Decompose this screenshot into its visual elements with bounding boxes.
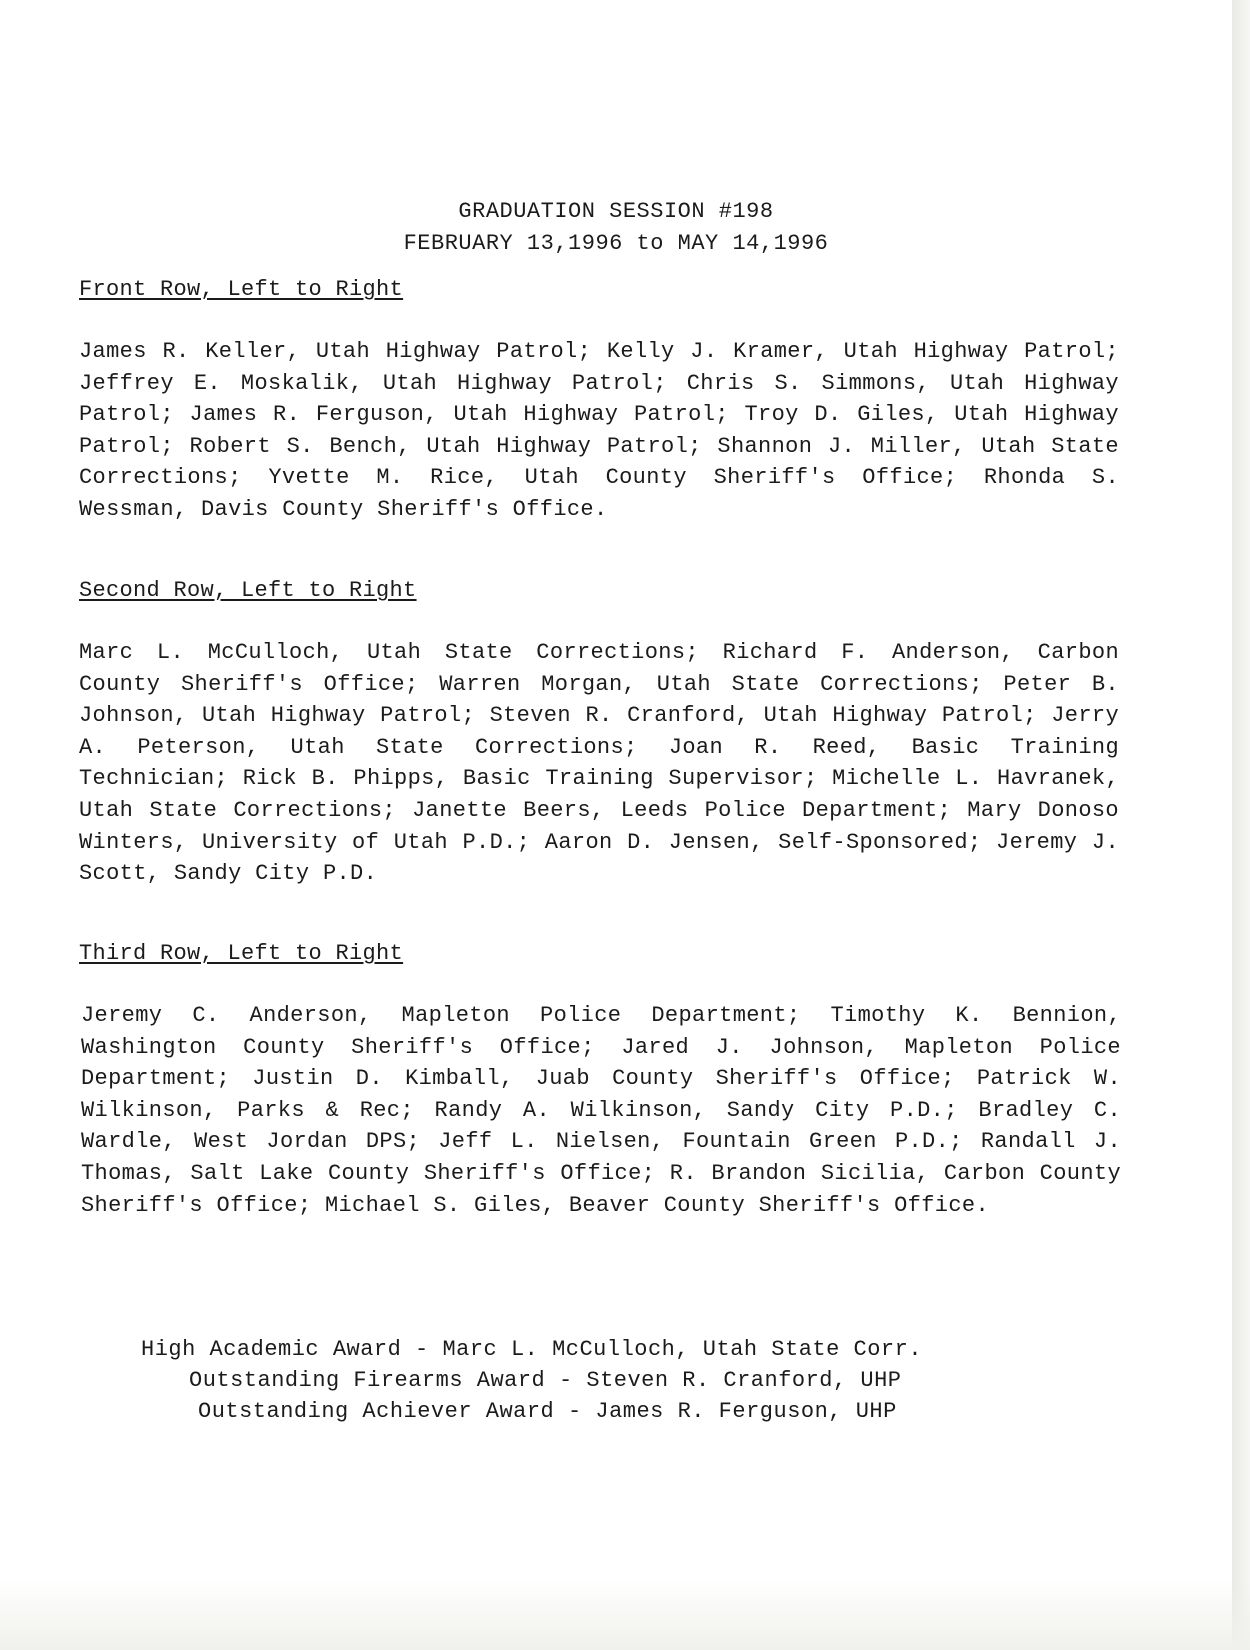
session-dates: FEBRUARY 13,1996 to MAY 14,1996: [403, 231, 829, 256]
high-academic-award: High Academic Award - Marc L. McCulloch, Utah State Corr.: [141, 1337, 923, 1362]
awards-list: [0, 1334, 1232, 1427]
front-row-names: James R. Keller, Utah Highway Patrol; Kelly J. Kramer, Utah Highway Patrol; Jeffrey E. Moskalik, Utah Highway Patrol; Chris S. Simmons, Utah Highway Patrol; James R. Ferguson, Utah Highway Patrol; Troy D. Giles, Utah Highway Patrol; Robert S. Bench, Utah Highway Patrol; Shannon J. Miller, Utah State Corrections; Yvette M. Rice, Utah County Sheriff's Office; Rhonda S. Wessman, Davis County Sheriff's Office.: [79, 339, 1119, 522]
second-row-heading: Second Row, Left to Right: [79, 578, 417, 603]
third-row-heading: Third Row, Left to Right: [79, 941, 404, 966]
outstanding-achiever-award: Outstanding Achiever Award - James R. Ferguson, UHP: [198, 1399, 897, 1424]
second-row-names: Marc L. McCulloch, Utah State Corrections; Richard F. Anderson, Carbon County Sheriff's Office; Warren Morgan, Utah State Corrections; Peter B. Johnson, Utah Highway Patrol; Steven R. Cranford, Utah Highway Patrol; Jerry A. Peterson, Utah State Corrections; Joan R. Reed, Basic Training Technician; Rick B. Phipps, Basic Training Supervisor; Michelle L. Havranek, Utah State Corrections; Janette Beers, Leeds Police Department; Mary Donoso Winters, University of Utah P.D.; Aaron D. Jensen, Self-Sponsored; Jeremy J. Scott, Sandy City P.D.: [79, 640, 1119, 887]
third-row-names: Jeremy C. Anderson, Mapleton Police Department; Timothy K. Bennion, Washington County Sheriff's Office; Jared J. Johnson, Mapleton Police Department; Justin D. Kimball, Juab County Sheriff's Office; Patrick W. Wilkinson, Parks & Rec; Randy A. Wilkinson, Sandy City P.D.; Bradley C. Wardle, West Jordan DPS; Jeff L. Nielsen, Fountain Green P.D.; Randall J. Thomas, Salt Lake County Sheriff's Office; R. Brandon Sicilia, Carbon County Sheriff's Office; Michael S. Giles, Beaver County Sheriff's Office.: [81, 1003, 1121, 1218]
scan-bottom-shade: [0, 1580, 1250, 1650]
page-edge: [1232, 0, 1250, 1650]
front-row-heading: Front Row, Left to Right: [79, 277, 404, 302]
document-header: [0, 196, 1232, 260]
outstanding-firearms-award: Outstanding Firearms Award - Steven R. Cranford, UHP: [189, 1368, 902, 1393]
session-title: GRADUATION SESSION #198: [458, 199, 774, 224]
